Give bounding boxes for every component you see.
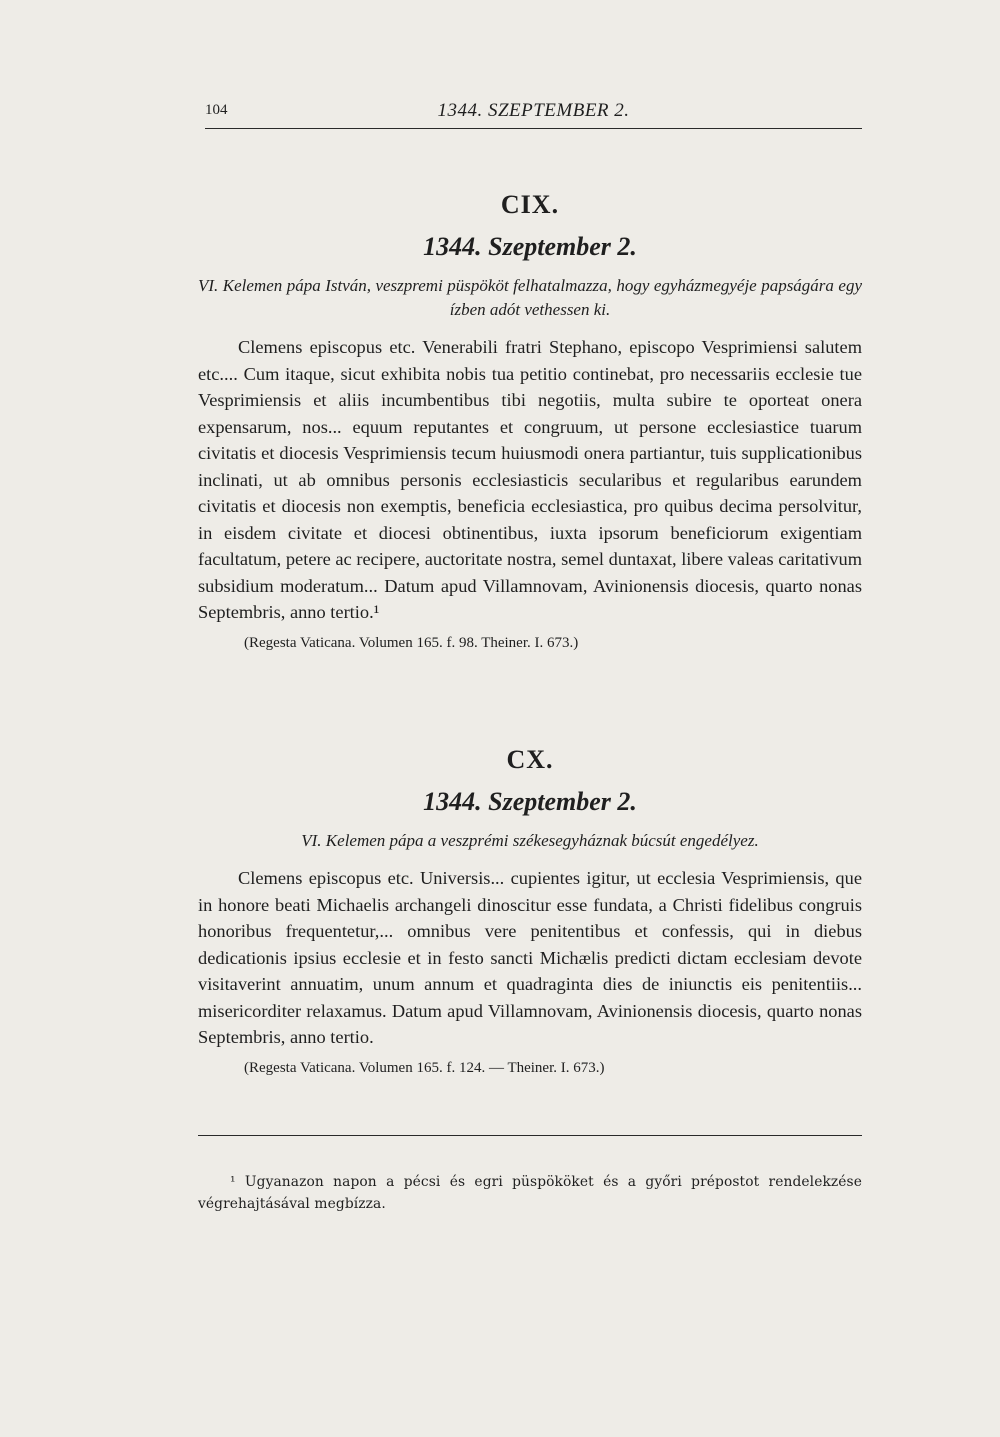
running-header xyxy=(205,100,862,129)
document-number: CX. xyxy=(506,745,554,774)
document-date: 1344. Szeptember 2. xyxy=(423,232,637,261)
document-summary: VI. Kelemen pápa a veszprémi székesegyháznak búcsút engedélyez. xyxy=(301,831,759,850)
footnote-divider xyxy=(198,1135,862,1136)
document-body: Clemens episcopus etc. Venerabili fratri Stephano, episcopo Vesprimiensi salutem etc.... Cum itaque, sicut exhibita nobis tua petitio continebat, pro necessariis ecclesie tue Vesprimiensis et aliis incumbentibus tibi negotiis, multa subire te oporteat onera expensarum, nos... equum reputantes et congruum, ut persone ecclesiastice tuarum civitatis et diocesis Vesprimiensis tecum huiusmodi onera partiantur, tuis supplicationibus inclinati, ut ab omnibus personis ecclesiasticis secularibus et regularibus earundem civitatis et diocesis non exemptis, beneficia ecclesiastica, pro quibus decima persolvitur, in eisdem civitate et diocesi obtinentibus, iuxta ipsorum beneficiorum exigentiam facultatum, petere ac recipere, auctoritate nostra, semel duntaxat, libere valeas caritativum subsidium moderatum... Datum apud Villamnovam, Avinionensis diocesis, quarto nonas Septembris, anno tertio.¹ xyxy=(198,337,862,622)
page-number: 104 xyxy=(205,102,228,118)
document-cx xyxy=(198,745,862,1079)
document-body: Clemens episcopus etc. Universis... cupientes igitur, ut ecclesia Vesprimiensis, que in honore beati Michaelis archangeli dinoscitur esse fundata, a Christi fidelibus congruis honoribus frequentetur,... omnibus vere penitentibus et confessis, qui in diebus dedicationis ipsius ecclesie et in festo sancti Michælis predicti dictam ecclesiam devote visitaverint annuatim, unum annum et quadraginta dies de iniunctis eis penitentiis... misericorditer relaxamus. Datum apud Villamnovam, Avinionensis diocesis, quarto nonas Septembris, anno tertio. xyxy=(198,868,862,1047)
document-cix xyxy=(198,190,862,654)
document-source: (Regesta Vaticana. Volumen 165. f. 124. — Theiner. I. 673.) xyxy=(244,1059,605,1076)
document-source: (Regesta Vaticana. Volumen 165. f. 98. Theiner. I. 673.) xyxy=(244,634,579,651)
document-date: 1344. Szeptember 2. xyxy=(423,787,637,816)
running-title: 1344. SZEPTEMBER 2. xyxy=(437,100,630,121)
document-summary: VI. Kelemen pápa István, veszpremi püspököt felhatalmazza, hogy egyházmegyéje papságára egy ízben adót vethessen ki. xyxy=(198,276,862,319)
document-number: CIX. xyxy=(500,190,560,219)
footnote: ¹ Ugyanazon napon a pécsi és egri püspököket és a győri prépostot rendelekzése végrehajtásával megbízza. xyxy=(198,1173,862,1212)
